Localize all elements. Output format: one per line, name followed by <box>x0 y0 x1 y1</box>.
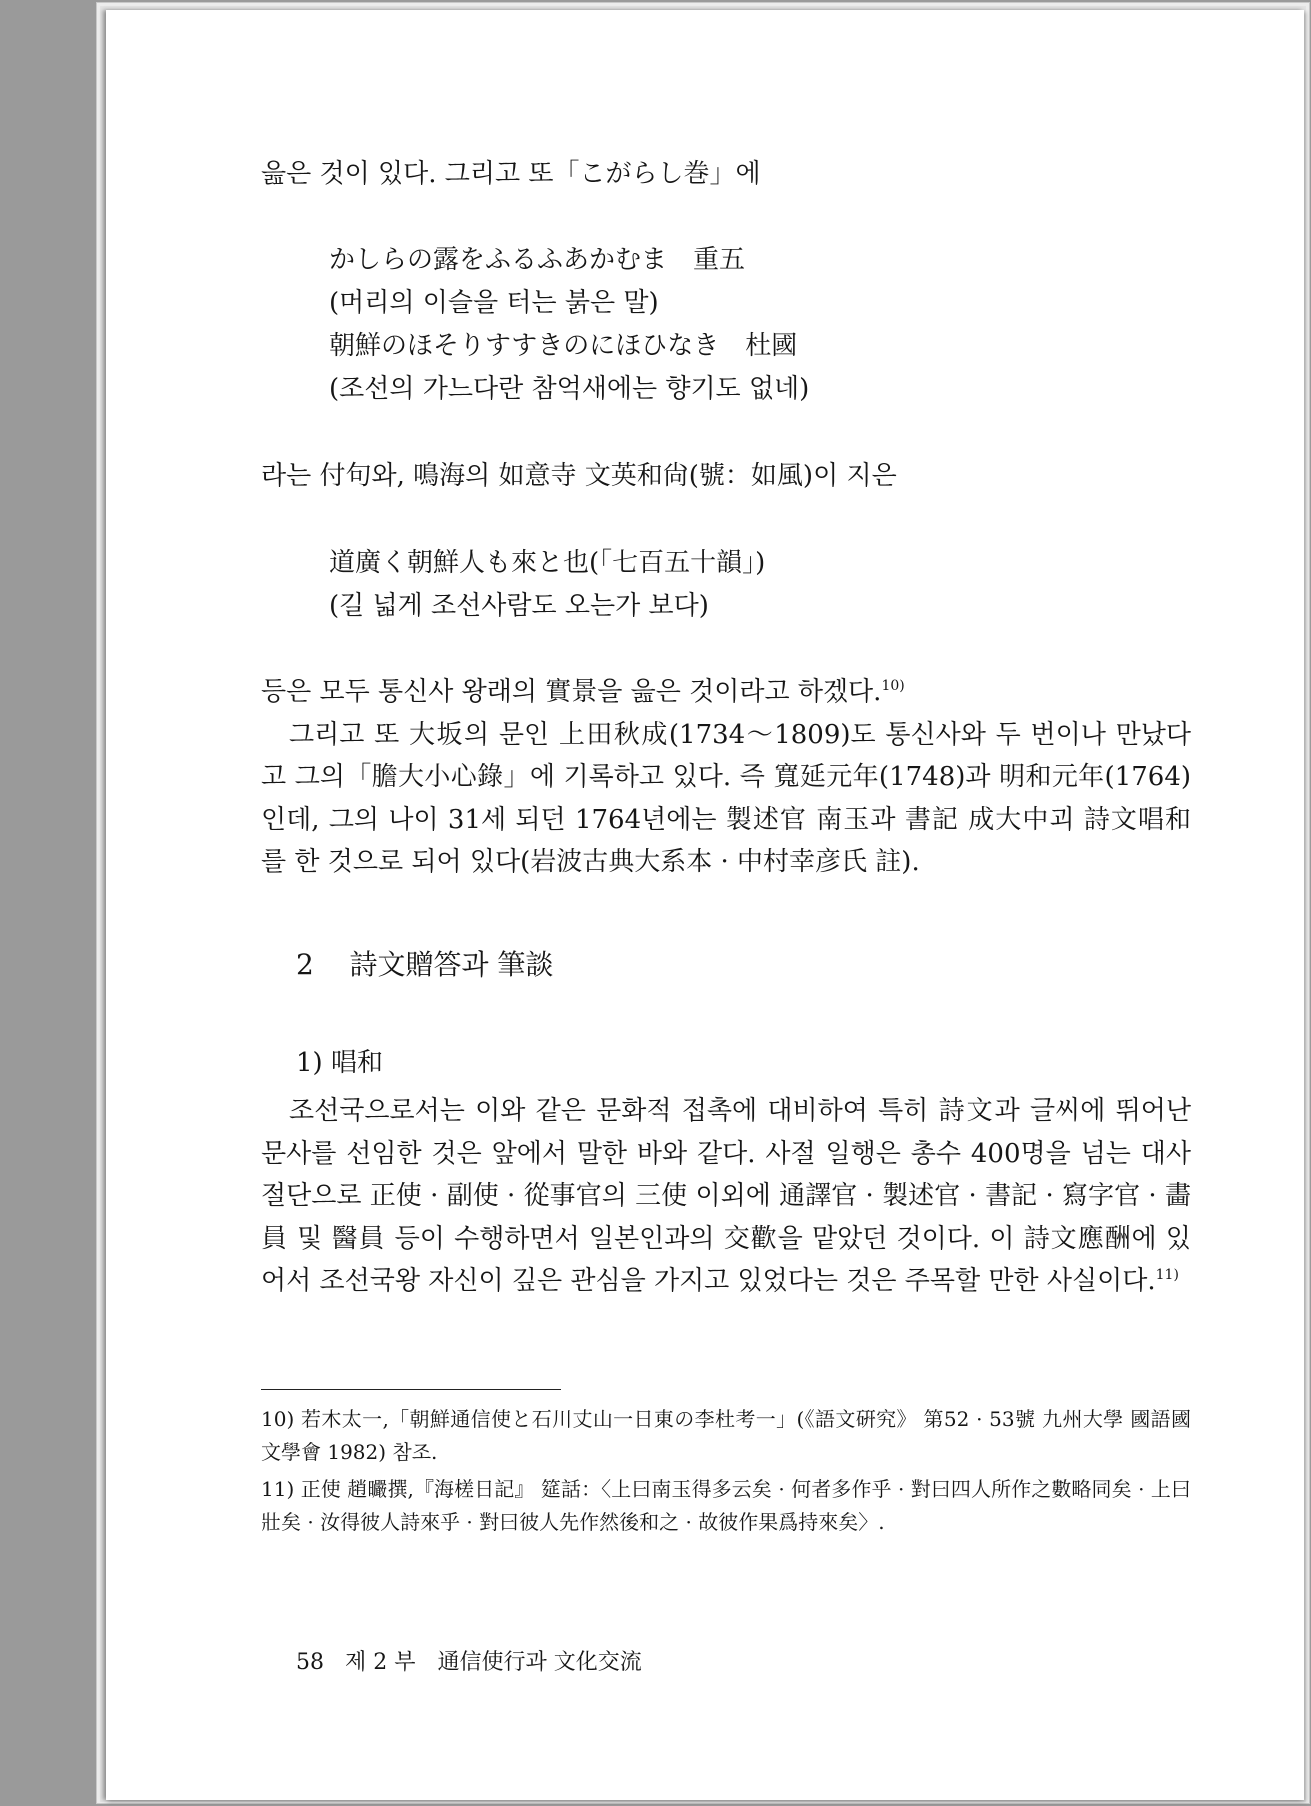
book-page <box>106 10 1304 1800</box>
footnotes <box>261 1403 1191 1543</box>
running-head: 제 2 부 通信使行과 文化交流 <box>344 1650 642 1675</box>
paragraph-text: 등은 모두 통신사 왕래의 實景을 읊은 것이라고 하겠다. <box>261 677 882 707</box>
paragraph-body <box>261 1090 1191 1303</box>
paragraph-2 <box>261 1090 1191 1303</box>
section-title: 詩文贈答과 筆談 <box>349 948 554 981</box>
footnote-text: 11) 正使 趙曮撰,『海槎日記』 筵話：〈上曰南玉得多云矣 · 何者多作乎 · 對曰四人所作之數略同矣 · 上曰壯矣 · 汝得彼人詩來乎 · 對曰彼人先作然後和之 · 故彼作果爲持來矣〉. <box>261 1477 1191 1534</box>
paragraph-line <box>261 671 1191 714</box>
text-line: 라는 付句와, 鳴海의 如意寺 文英和尙(號：如風)이 지은 <box>261 461 897 491</box>
footnote-10 <box>261 1403 1191 1469</box>
section-number: 2 <box>296 948 314 981</box>
page-footer <box>296 1648 642 1678</box>
verse-line: かしらの露をふるふあかむま 重五 <box>329 245 746 275</box>
footnote-text: 10) 若木太一,「朝鮮通信使と石川丈山一日東の李杜考一」(《語文硏究》 第52 · 53號 九州大學 國語國文學會 1982) 참조. <box>261 1407 1191 1464</box>
footnote-ref: 11) <box>1155 1267 1179 1283</box>
text-line: 읊은 것이 있다. 그리고 또「こがらし巻」에 <box>261 159 761 189</box>
verse-line: 朝鮮のほそりすすきのにほひなき 杜國 <box>329 331 798 361</box>
verse-block-1 <box>329 239 809 411</box>
section-heading <box>296 945 553 985</box>
subsection-heading: 1) 唱和 <box>296 1048 383 1078</box>
paragraph-1 <box>261 671 1191 884</box>
verse-translation: (길 넓게 조선사람도 오는가 보다) <box>329 591 709 621</box>
footnote-11 <box>261 1473 1191 1539</box>
footnote-rule <box>261 1389 561 1390</box>
footnote-ref: 10) <box>881 678 905 694</box>
paragraph-body: 그리고 또 大坂의 문인 上田秋成(1734～1809)도 통신사와 두 번이나 만났다고 그의「膽大小心錄」에 기록하고 있다. 즉 寬延元年(1748)과 明和元年(1764)인데, 그의 나이 31세 되던 1764년에는 製述官 南玉과 書記 成大中괴 詩文唱和를 한 것으로 되어 있다(岩波古典大系本 · 中村幸彦氏 註). <box>261 719 1191 877</box>
paragraph-text: 조선국으로서는 이와 같은 문화적 접촉에 대비하여 특히 詩文과 글씨에 뛰어난 문사를 선임한 것은 앞에서 말한 바와 같다. 사절 일행은 총수 400명을 넘는 대사절단으로 正使 · 副使 · 從事官의 三使 이외에 通譯官 · 製述官 · 書記 · 寫字官 · 畵員 및 醫員 등이 수행하면서 일본인과의 交歡을 맡았던 것이다. 이 詩文應酬에 있어서 조선국왕 자신이 깊은 관심을 가지고 있었다는 것은 주목할 만한 사실이다. <box>261 1096 1191 1296</box>
page-number: 58 <box>296 1650 324 1675</box>
verse-block-2 <box>329 542 765 628</box>
verse-translation: (머리의 이슬을 터는 붉은 말) <box>329 288 659 318</box>
verse-line: 道廣く朝鮮人も來と也(「七百五十韻」) <box>329 548 766 578</box>
verse-translation: (조선의 가느다란 참억새에는 향기도 없네) <box>329 374 810 404</box>
